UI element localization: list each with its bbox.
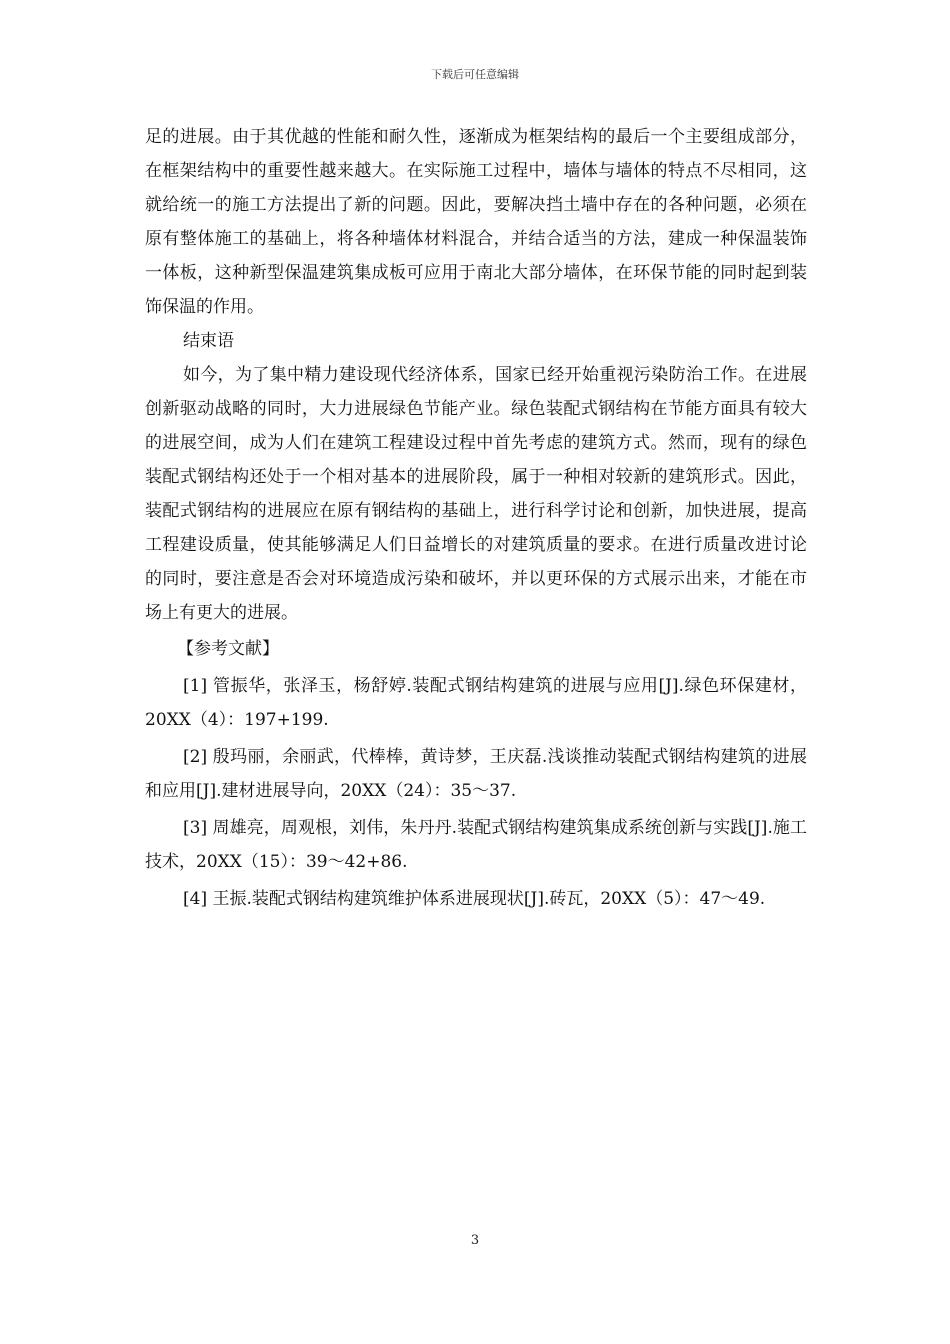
references-heading: 【参考文献】 xyxy=(177,639,279,659)
document-body xyxy=(145,120,807,916)
conclusion-heading: 结束语 xyxy=(183,331,234,351)
body-paragraph-continued: 足的进展。由于其优越的性能和耐久性，逐渐成为框架结构的最后一个主要组成部分，在框架结构中的重要性越来越大。在实际施工过程中，墙体与墙体的特点不尽相同，这就给统一的施工方法提出了新的问题。因此，要解决挡土墙中存在的各种问题，必须在原有整体施工的基础上，将各种墙体材料混合，并结合适当的方法，建成一种保温装饰一体板，这种新型保温建筑集成板可应用于南北大部分墙体，在环保节能的同时起到装饰保温的作用。 xyxy=(145,127,807,317)
reference-item: [1] 管振华，张泽玉，杨舒婷.装配式钢结构建筑的进展与应用[J].绿色环保建材，20XX（4）：197+199. xyxy=(145,676,807,730)
reference-item: [4] 王振.装配式钢结构建筑维护体系进展现状[J].砖瓦，20XX（5）：47～49. xyxy=(183,889,766,909)
page-header-note: 下载后可任意编辑 xyxy=(431,68,519,81)
page-number: 3 xyxy=(470,1233,480,1248)
conclusion-paragraph: 如今，为了集中精力建设现代经济体系，国家已经开始重视污染防治工作。在进展创新驱动战略的同时，大力进展绿色节能产业。绿色装配式钢结构在节能方面具有较大的进展空间，成为人们在建筑工程建设过程中首先考虑的建筑方式。然而，现有的绿色装配式钢结构还处于一个相对基本的进展阶段，属于一种相对较新的建筑形式。因此，装配式钢结构的进展应在原有钢结构的基础上，进行科学讨论和创新，加快进展，提高工程建设质量，使其能够满足人们日益增长的对建筑质量的要求。在进行质量改进讨论的同时，要注意是否会对环境造成污染和破坏，并以更环保的方式展示出来，才能在市场上有更大的进展。 xyxy=(145,365,807,623)
reference-item: [3] 周雄亮，周观根，刘伟，朱丹丹.装配式钢结构建筑集成系统创新与实践[J].施工技术，20XX（15）：39～42+86. xyxy=(145,818,807,872)
reference-item: [2] 殷玛丽，余丽武，代棒棒，黄诗梦，王庆磊.浅谈推动装配式钢结构建筑的进展和应用[J].建材进展导向，20XX（24）：35～37. xyxy=(145,747,807,801)
